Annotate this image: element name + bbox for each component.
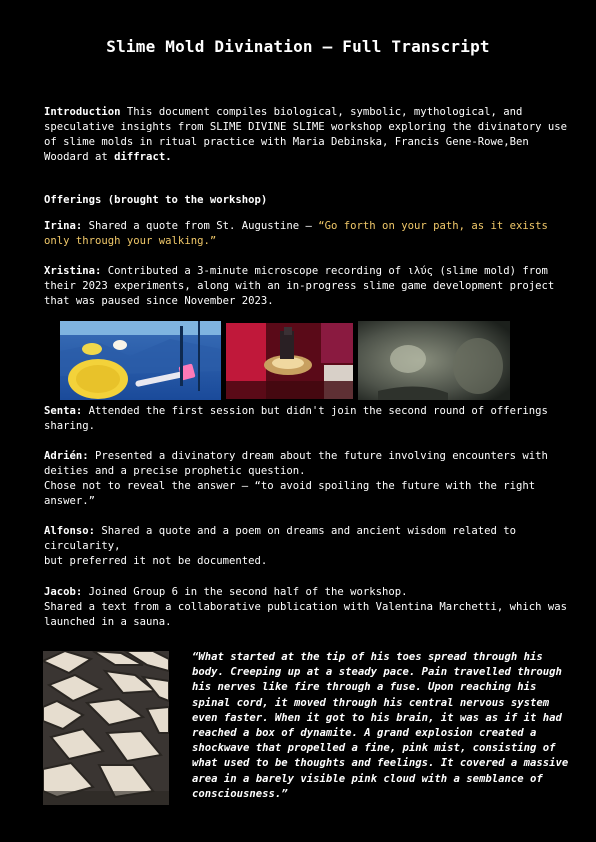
sauna-tiles-photo <box>43 651 169 805</box>
offering-adrien <box>44 449 574 509</box>
introduction-text: This document compiles biological, symbolic, mythological, and speculative insights from SLIME DIVINE SLIME workshop exploring the divinatory use of slime molds in ritual practice with Maria Debinska, Francis Gene-Rowe,Ben Woodard at <box>44 106 567 163</box>
offering-text: Joined Group 6 in the second half of the workshop. <box>82 586 408 598</box>
venue-name: diffract. <box>114 151 172 163</box>
offering-name: Jacob: <box>44 586 83 598</box>
microscope-photo <box>226 323 353 399</box>
offering-xristina <box>44 264 574 309</box>
offering-text: Shared a quote and a poem on dreams and ancient wisdom related to circularity, <box>44 525 516 552</box>
offering-name: Adrién: <box>44 450 89 462</box>
offering-name: Senta: <box>44 405 83 417</box>
offerings-heading-text: Offerings (brought to the workshop) <box>44 194 268 206</box>
introduction-paragraph <box>44 105 574 165</box>
offering-senta <box>44 404 574 434</box>
offering-name: Alfonso: <box>44 525 96 537</box>
offering-jacob <box>44 585 574 630</box>
sauna-publication-quote: “What started at the tip of his toes spread through his body. Creeping up at a steady pace. Pain travelled through his nerves like fire through a fuse. Upon reaching his spinal cord, it moved through his central nervous system even faster. When it got to his brain, it was as if it had reached a box of dynamite. A grand explosion created a shockwave that propelled a fine, pink mist, consisting of what used to be thoughts and feelings. It covered a massive area in a barely visible pink cloud with a semblance of consciousness.” <box>192 651 569 800</box>
offering-text-continued: Shared a text from a collaborative publication with Valentina Marchetti, which was launched in a sauna. <box>44 601 567 628</box>
page-title: Slime Mold Divination — Full Transcript <box>106 37 490 56</box>
offering-text: Presented a divinatory dream about the future involving encounters with deities and a precise prophetic question. <box>44 450 548 477</box>
augustine-quote: “Go forth on your path, as it exists only through your walking.” <box>44 220 548 247</box>
offering-name: Xristina: <box>44 265 102 277</box>
offering-irina <box>44 219 574 249</box>
offering-text-continued: but preferred it not be documented. <box>44 555 268 567</box>
offering-text: Contributed a 3-minute microscope recording of ιλύς (slime mold) from their 2023 experiments, along with an in-progress slime game development project that was paused since November 2023. <box>44 265 555 307</box>
offerings-heading <box>44 193 574 208</box>
offering-text-continued: Chose not to reveal the answer – “to avoid spoiling the future with the right answer.” <box>44 480 536 507</box>
slime-game-screenshot <box>60 321 221 400</box>
offering-text: Attended the first session but didn't join the second round of offerings sharing. <box>44 405 548 432</box>
slime-mold-microscope-recording <box>358 321 510 400</box>
introduction-label: Introduction <box>44 106 121 118</box>
offering-name: Irina: <box>44 220 83 232</box>
offering-alfonso <box>44 524 574 569</box>
offering-text: Shared a quote from St. Augustine – <box>82 220 319 232</box>
